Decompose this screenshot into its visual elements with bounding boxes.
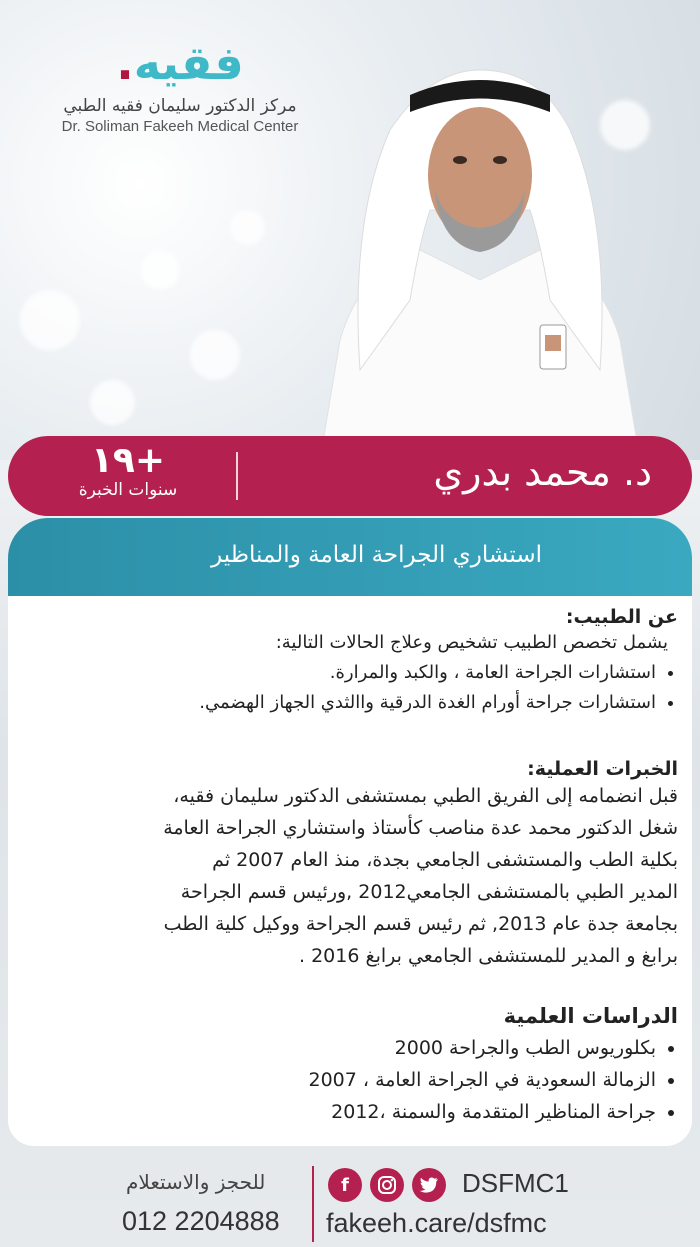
- experience-line: بكلية الطب والمستشفى الجامعي بجدة، منذ العام 2007 ثم: [212, 849, 678, 871]
- footer-divider: [312, 1166, 314, 1242]
- years-value: +١٩: [90, 440, 166, 481]
- about-intro: يشمل تخصص الطبيب تشخيص وعلاج الحالات التالية:: [275, 632, 668, 653]
- experience-line: برابغ و المدير للمستشفى الجامعي برابغ 2016 .: [298, 945, 678, 967]
- twitter-icon[interactable]: [412, 1168, 446, 1202]
- experience-title: الخبرات العملية:: [527, 758, 678, 780]
- bokeh-light: [90, 380, 135, 425]
- education-title: الدراسات العلمية: [503, 1004, 678, 1028]
- specialty-title: استشاري الجراحة العامة والمناظير: [211, 542, 542, 568]
- experience-line: قبل انضمامه إلى الفريق الطبي بمستشفى الدكتور سليمان فقيه،: [173, 785, 678, 807]
- list-item: • استشارات الجراحة العامة ، والكبد والمرارة.: [22, 658, 656, 688]
- experience-line: بجامعة جدة عام 2013, ثم رئيس قسم الجراحة ووكيل كلية الطب: [163, 913, 678, 935]
- logo-wordmark: فقيه.: [116, 36, 244, 90]
- about-title: عن الطبيب:: [565, 606, 678, 628]
- facebook-icon[interactable]: f: [328, 1168, 362, 1202]
- bokeh-light: [190, 330, 240, 380]
- about-list: [22, 658, 678, 718]
- doctor-name-banner: [8, 436, 692, 516]
- experience-section: [22, 758, 678, 972]
- bokeh-light: [140, 250, 180, 290]
- list-item: • بكلوريوس الطب والجراحة 2000: [22, 1032, 656, 1064]
- education-section: [22, 1004, 678, 1128]
- profile-card: [8, 596, 692, 1146]
- doctor-photo: [300, 40, 660, 460]
- center-logo: [40, 36, 320, 135]
- booking-label: للحجز والاستعلام: [126, 1170, 266, 1194]
- list-item: • جراحة المناظير المتقدمة والسمنة ،2012: [22, 1096, 656, 1128]
- experience-years: [48, 442, 208, 500]
- list-item: • استشارات جراحة أورام الغدة الدرقية واالثدي الجهاز الهضمي.: [22, 688, 656, 718]
- bokeh-light: [20, 290, 80, 350]
- doctor-name: د. محمد بدري: [433, 450, 652, 494]
- about-section: [22, 606, 678, 718]
- banner-divider: [236, 452, 238, 500]
- social-links: [328, 1168, 446, 1202]
- bokeh-light: [230, 210, 265, 245]
- specialty-bar: [8, 518, 692, 598]
- social-handle: DSFMC1: [462, 1168, 569, 1198]
- center-name-english: Dr. Soliman Fakeeh Medical Center: [61, 118, 299, 135]
- experience-line: شغل الدكتور محمد عدة مناصب كأستاذ واستشاري الجراحة العامة: [163, 817, 678, 839]
- experience-line: المدير الطبي بالمستشفى الجامعي2012 ,ورئيس قسم الجراحة: [180, 881, 678, 903]
- years-label: سنوات الخبرة: [78, 479, 178, 500]
- education-list: [22, 1032, 678, 1128]
- center-name-arabic: مركز الدكتور سليمان فقيه الطبي: [63, 96, 297, 116]
- website-link[interactable]: fakeeh.care/dsfmc: [326, 1208, 547, 1238]
- instagram-icon[interactable]: [370, 1168, 404, 1202]
- phone-number[interactable]: 012 2204888: [122, 1206, 280, 1236]
- list-item: • الزمالة السعودية في الجراحة العامة ، 2007: [22, 1064, 656, 1096]
- footer: [0, 1160, 700, 1247]
